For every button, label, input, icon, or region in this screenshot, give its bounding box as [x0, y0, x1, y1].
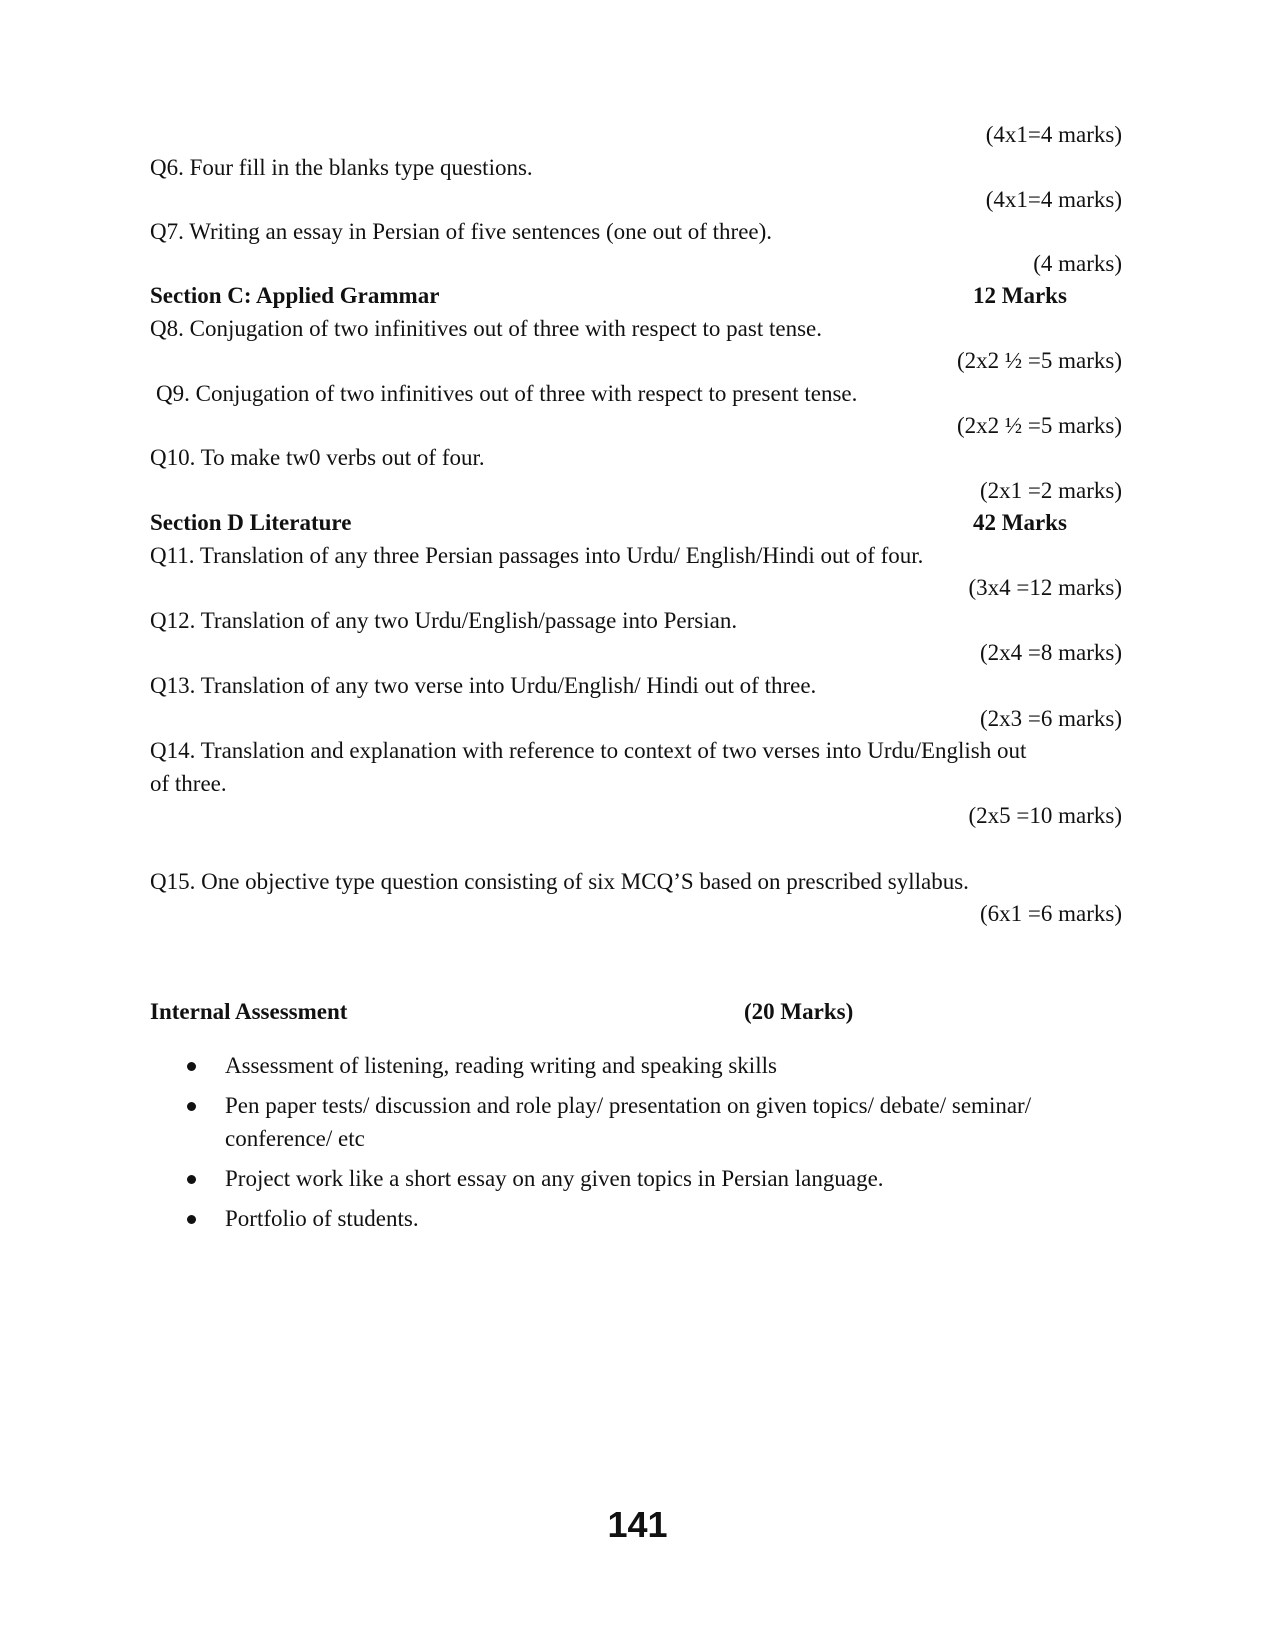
bullet-icon — [187, 1102, 196, 1111]
question-q11: Q11. Translation of any three Persian passages into Urdu/ English/Hindi out of four. — [150, 543, 924, 568]
marks-q6: (4x1=4 marks) — [985, 187, 1122, 212]
marks-q8: (2x2 ½ =5 marks) — [957, 348, 1122, 373]
marks-q12: (2x4 =8 marks) — [980, 640, 1122, 665]
section-d-marks: 42 Marks — [973, 510, 1067, 535]
marks-q10: (2x1 =2 marks) — [980, 478, 1122, 503]
section-c-marks: 12 Marks — [973, 283, 1067, 308]
list-item: Portfolio of students. — [150, 1202, 1110, 1235]
question-q15: Q15. One objective type question consisting of six MCQ’S based on prescribed syllabus. — [150, 869, 969, 894]
section-c-title: Section C: Applied Grammar — [150, 283, 440, 308]
question-q14-line2: of three. — [150, 771, 227, 796]
internal-assessment-title: Internal Assessment — [150, 999, 348, 1024]
question-q9: Q9. Conjugation of two infinitives out of three with respect to present tense. — [156, 381, 858, 406]
bullet-icon — [187, 1215, 196, 1224]
question-q14-line1: Q14. Translation and explanation with reference to context of two verses into Urdu/English out — [150, 738, 1027, 763]
section-d-title: Section D Literature — [150, 510, 352, 535]
question-q8: Q8. Conjugation of two infinitives out of three with respect to past tense. — [150, 316, 822, 341]
marks-q7: (4 marks) — [1033, 251, 1122, 276]
question-q12: Q12. Translation of any two Urdu/English/passage into Persian. — [150, 608, 738, 633]
marks-q15: (6x1 =6 marks) — [980, 901, 1122, 926]
bullet-icon — [187, 1062, 196, 1071]
page-number: 141 — [607, 1504, 668, 1545]
question-q13: Q13. Translation of any two verse into Urdu/English/ Hindi out of three. — [150, 673, 817, 698]
list-item: Pen paper tests/ discussion and role play/ presentation on given topics/ debate/ seminar/ conference/ etc — [150, 1089, 1110, 1155]
internal-assessment-marks: (20 Marks) — [744, 999, 854, 1024]
marks-q9: (2x2 ½ =5 marks) — [957, 413, 1122, 438]
marks-q14: (2x5 =10 marks) — [968, 803, 1122, 828]
marks-q13: (2x3 =6 marks) — [980, 706, 1122, 731]
assessment-list — [150, 1049, 1110, 1242]
marks-q11: (3x4 =12 marks) — [968, 575, 1122, 600]
question-q6: Q6. Four fill in the blanks type questions. — [150, 155, 533, 180]
question-q7: Q7. Writing an essay in Persian of five sentences (one out of three). — [150, 219, 773, 244]
question-q10: Q10. To make tw0 verbs out of four. — [150, 445, 485, 470]
bullet-icon — [187, 1175, 196, 1184]
marks-q5: (4x1=4 marks) — [985, 122, 1122, 147]
list-item: Assessment of listening, reading writing and speaking skills — [150, 1049, 1110, 1082]
list-item: Project work like a short essay on any given topics in Persian language. — [150, 1162, 1110, 1195]
